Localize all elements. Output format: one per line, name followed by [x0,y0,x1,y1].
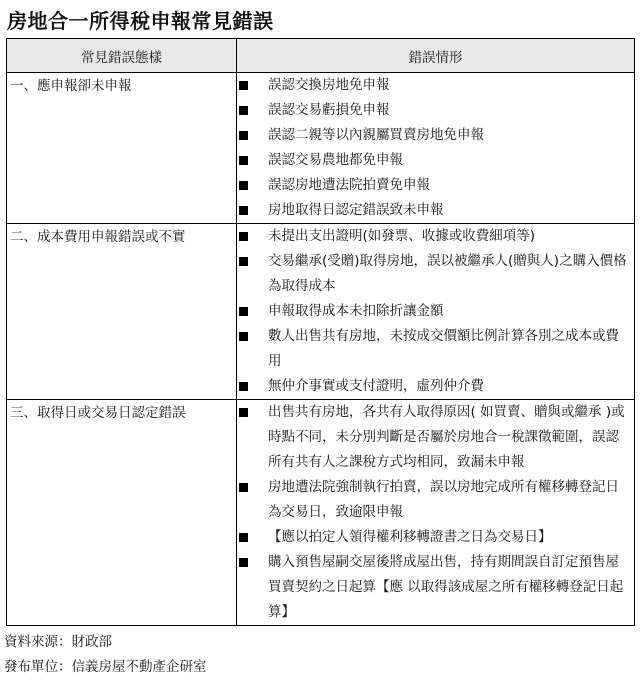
page-title: 房地合一所得稅申報常見錯誤 [7,9,274,33]
square-bullet-icon [239,257,248,266]
error-type-cell: 三、取得日或交易日認定錯誤 [7,400,237,626]
error-situation-cell [237,224,635,400]
list-item [237,198,634,223]
list-item [237,475,634,525]
situation-list [237,224,634,399]
publisher-note: 發布單位：信義房屋不動產企研室 [4,659,207,675]
square-bullet-icon [239,81,248,90]
list-item-text: 誤認交易農地都免申報 [268,152,403,168]
list-item [237,98,634,123]
table-row [7,73,635,224]
list-item [237,374,634,399]
list-item-text: 房地取得日認定錯誤致未申報 [268,202,444,218]
list-item [237,173,634,198]
list-item [237,299,634,324]
error-situation-cell [237,400,635,626]
list-item-text: 申報取得成本未扣除折讓金額 [268,303,444,319]
list-item-text: 誤認交換房地免申報 [268,77,390,93]
list-item [237,525,634,550]
list-item [237,249,634,299]
list-item-text: 購入預售屋嗣交屋後將成屋出售，持有期間誤自訂定預售屋買賣契約之日起算【應 以取得該成屋之所有權移轉登記日起算】 [268,554,624,620]
situation-list [237,400,634,625]
list-item-text: 誤認交易虧損免申報 [268,102,390,118]
square-bullet-icon [239,332,248,341]
source-note: 資料來源：財政部 [4,634,112,650]
error-type-cell: 一、應申報卻未申報 [7,73,237,224]
table-row [7,400,635,626]
situation-list [237,73,634,223]
square-bullet-icon [239,181,248,190]
square-bullet-icon [239,558,248,567]
list-item-text: 無仲介事實或支付證明，虛列仲介費 [268,378,484,394]
list-item-text: 誤認二親等以內親屬買賣房地免申報 [268,127,484,143]
list-item-text: 交易繼承(受贈)取得房地，誤以被繼承人(贈與人)之購入價格為取得成本 [268,253,627,294]
table-row [7,224,635,400]
list-item [237,224,634,249]
square-bullet-icon [239,408,248,417]
list-item [237,324,634,374]
square-bullet-icon [239,206,248,215]
list-item-text: 未提出支出證明(如發票、收據或收費細項等) [268,228,536,244]
square-bullet-icon [239,307,248,316]
error-situation-cell [237,73,635,224]
list-item-text: 房地遭法院強制執行拍賣，誤以房地完成所有權移轉登記日為交易日，致逾限申報 [268,479,619,520]
square-bullet-icon [239,382,248,391]
list-item-text: 【應以拍定人領得權利移轉證書之日為交易日】 [268,529,552,545]
square-bullet-icon [239,156,248,165]
column-header-error-type: 常見錯誤態樣 [7,39,237,73]
table-header-row [7,39,635,73]
list-item [237,123,634,148]
square-bullet-icon [239,483,248,492]
list-item-text: 誤認房地遭法院拍賣免申報 [268,177,430,193]
list-item-text: 出售共有房地，各共有人取得原因( 如買賣、贈與或繼承 )或時點不同，未分別判斷是否屬於房地合一稅課徵範圍，誤認所有共有人之課稅方式均相同，致漏未申報 [268,404,625,470]
list-item [237,73,634,98]
errors-table [6,38,635,626]
error-type-cell: 二、成本費用申報錯誤或不實 [7,224,237,400]
column-header-error-situation: 錯誤情形 [237,39,635,73]
square-bullet-icon [239,533,248,542]
list-item [237,400,634,475]
list-item [237,148,634,173]
list-item [237,550,634,625]
square-bullet-icon [239,131,248,140]
square-bullet-icon [239,232,248,241]
list-item-text: 數人出售共有房地，未按成交價額比例計算各別之成本或費用 [268,328,619,369]
square-bullet-icon [239,106,248,115]
